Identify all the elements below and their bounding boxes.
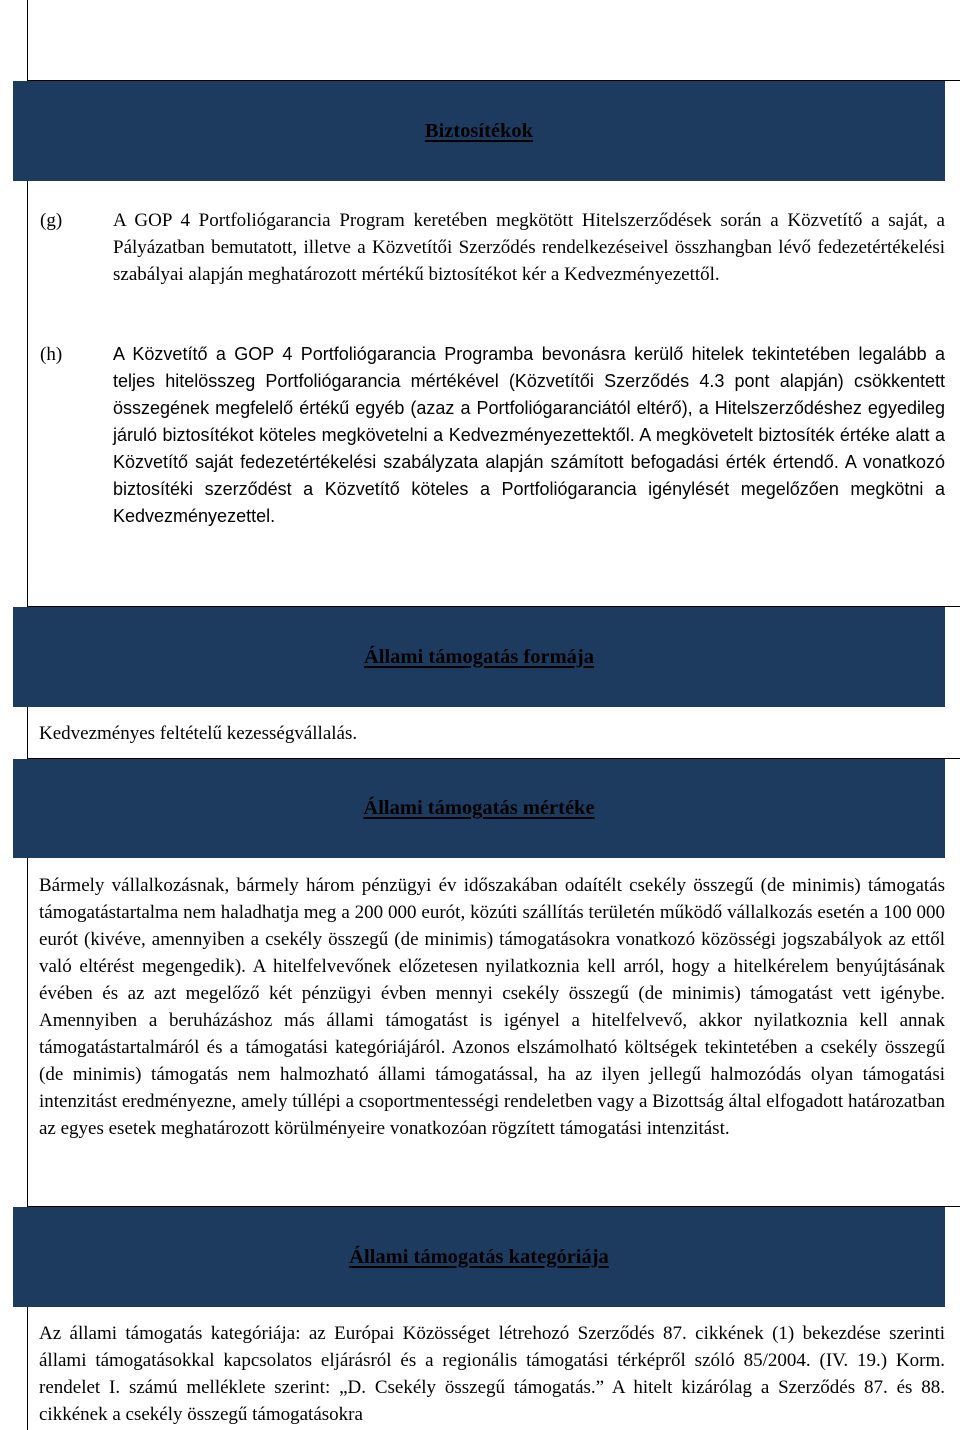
section-title-biztositekok: Biztosítékok: [424, 119, 534, 142]
section-title-kategoria: Állami támogatás kategóriája: [349, 1245, 609, 1268]
item-text-h: A Közvetítő a GOP 4 Portfoliógarancia Programba bevonásra kerülő hitelek tekintetében legalább a teljes hitelösszeg Portfoliógarancia mértékével (Közvetítői Szerződés 4.3 pont alapján) csökkentett összegének megfelelő értékű egyéb (azaz a Portfoliógaranciától eltérő), a Hitelszerződéshez egyedileg járuló biztosítékot köteles megkövetelni a Kedvezményezettektől. A megkövetelt biztosíték értéke alatt a Közvetítő saját fedezetértékelési szabályzata alapján számított befogadási érték értendő. A vonatkozó biztosítéki szerződést a Közvetítő köteles a Portfoliógarancia igénylését megelőzően megkötni a Kedvezményezettel.: [113, 344, 945, 526]
kategoria-text: Az állami támogatás kategóriája: az Európai Közösséget létrehozó Szerződés 87. cikkének (1) bekezdése szerinti állami támogatásokkal kapcsolatos eljárásról és a regionális támogatási térképről szóló 85/2004. (IV. 19.) Korm. rendelet I. számú melléklete szerint: „D. Csekély összegű támogatás.” A hitelt kizárólag a Szerződés 87. és 88. cikkének a csekély összegű támogatásokra: [39, 1323, 945, 1425]
section-title-mertek: Állami támogatás mértéke: [363, 797, 595, 819]
item-label-g: (g): [40, 210, 63, 231]
section-header-kategoria: [13, 1207, 945, 1307]
mertek-text: Bármely vállalkozásnak, bármely három pénzügyi év időszakában odaítélt csekély összegű (de minimis) támogatás támogatástartalma nem haladhatja meg a 200 000 eurót, közúti szállítás területén működő vállalkozás esetén a 100 000 eurót (kivéve, amennyiben a csekély összegű (de minimis) támogatásokra vonatkozó közösségi jogszabályok az ettől való eltérést megengedik). A hitelfelvevőnek előzetesen nyilatkoznia kell arról, hogy a hitelkérelem benyújtásának évében és az azt megelőző két pénzügyi évben mennyi csekély összegű (de minimis) támogatást vett igénybe. Amennyiben a beruházáshoz más állami támogatást is igényel a hitelfelvevő, akkor nyilatkoznia kell annak támogatástartalmáról és a támogatási kategóriájáról. Azonos elszámolható költségek tekintetében a csekély összegű (de minimis) támogatás nem halmozható állami támogatással, ha az ilyen jellegű halmozódás olyan támogatási intenzitást eredményezne, amely túllépi a csoportmentességi rendeletben vagy a Bizottság által elfogadott határozatban az egyes esetek meghatározott körülményeire vonatkozóan rögzített támogatási intenzitást.: [39, 875, 945, 1139]
item-text-g: A GOP 4 Portfoliógarancia Program keretében megkötött Hitelszerződések során a Közvetítő a saját, a Pályázatban bemutatott, illetve a Közvetítői Szerződés rendelkezéseivel összhangban lévő fedezetértékelési szabályai alapján meghatározott mértékű biztosítékot kér a Kedvezményezettől.: [113, 210, 945, 285]
section-header-mertek: [13, 759, 945, 858]
section-header-biztositekok: [13, 81, 945, 181]
section-header-forma: [13, 607, 945, 707]
forma-text: Kedvezményes feltételű kezességvállalás.: [39, 723, 358, 744]
item-label-h: (h): [40, 344, 63, 365]
section-title-forma: Állami támogatás formája: [363, 645, 594, 668]
